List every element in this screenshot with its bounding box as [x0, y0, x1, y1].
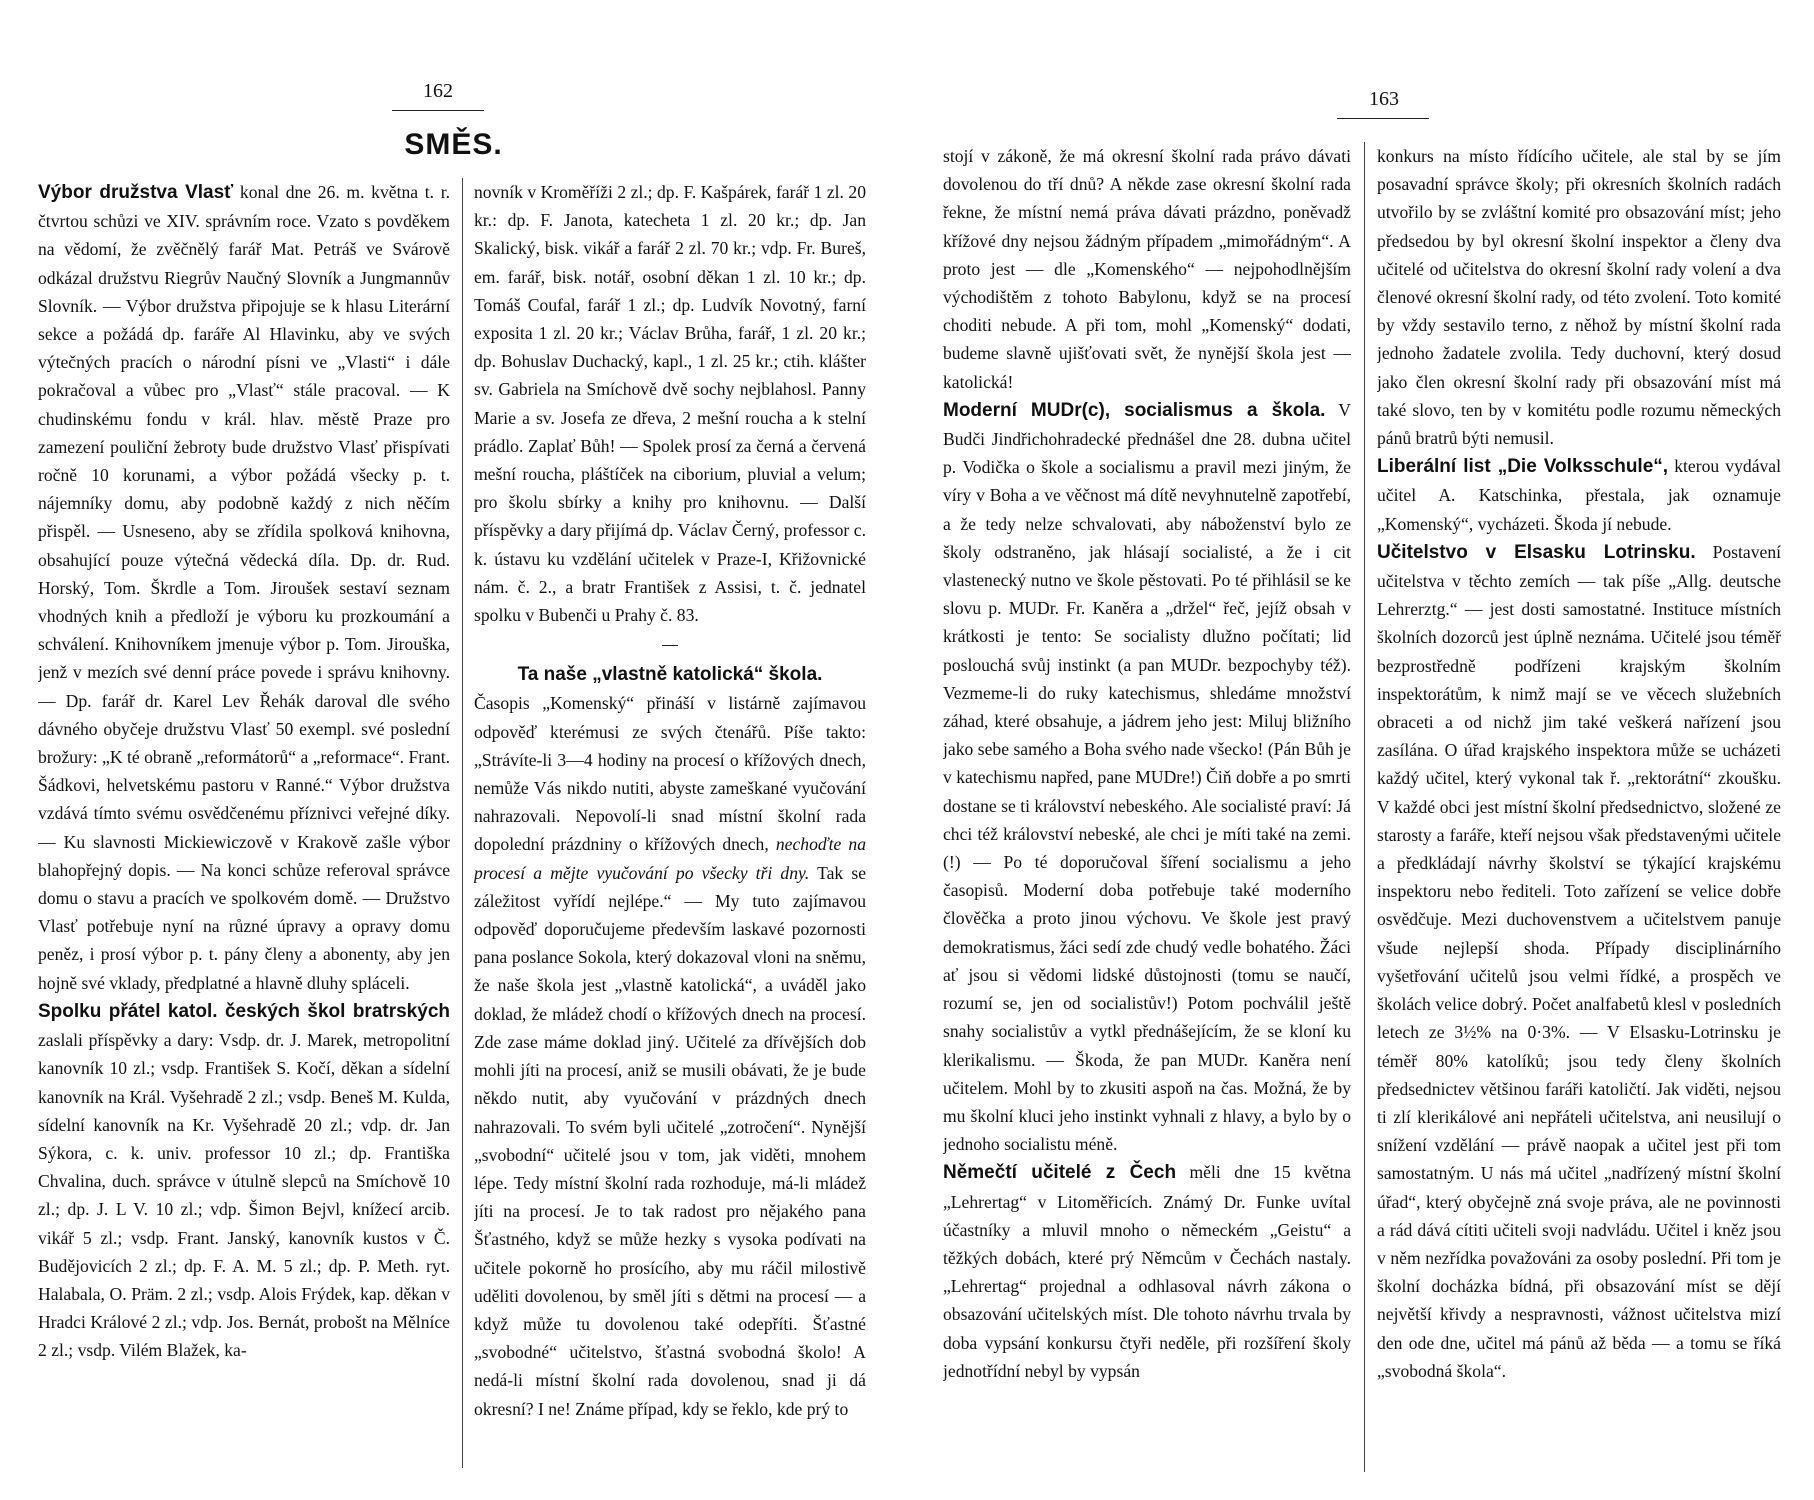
body-text: kterou vydával učitel A. Katschinka, přestala, jak oznamuje „Komenský“, vycházeti. Škoda jí nebude. [1377, 456, 1781, 534]
body-text: konal dne 26. m. května t. r. čtvrtou schůzi ve XIV. správním roce. Vzato s povděkem na vědomí, že zvěčnělý farář Mat. Petráš ve Svárově odkázal družstvu Riegrův Naučný Slovník a Jungmannův Slovník. — Výbor družstva připojuje se k hlasu Literární sekce a požádá dp. faráře Al Hlavinku, aby ve svých výtečných pracích o národní písni ve „Vlasti“ i dále pokračoval a vůbec pro „Vlasť“ stále pracoval. — K chudinskému fondu v král. hlav. městě Praze pro zamezení pouliční žebroty bude družstvo Vlasť přispívati ročně 10 korunami, a výbor požádá všecky p. t. nájemníky domu, aby podobně každý z nich něčím přispěl. — Usneseno, aby se zřídila spolková knihovna, obsahující pouze výtečná vědecká díla. Dp. dr. Rud. Horský, Tom. Škrdle a Tom. Jiroušek sestaví seznam vhodných knih a předloží je výboru ku prozkoumání a schválení. Knihovníkem jmenuje výbor p. Tom. Jirouška, jenž v mezích své denní práce povede i správu knihovny. — Dp. farář dr. Karel Lev Řehák daroval dle svého dávného obyčeje družstvu Vlasť 50 exempl. své poslední brožury: „K té obraně „reformátorů“ a „reformace“. Frant. Šádkovi, helvetskému pastoru v Ranné.“ Výbor družstva vzdává tímto svému osvědčenému příznivci veřejné díky. — Ku slavnosti Mickiewiczově v Krakově zašle výbor blahopřejný dopis. — Na konci schůze referoval správce domu o stavu a pracích ve spolkovém domě. — Družstvo Vlasť potřebuje nyní na různé úpravy a opravy domu peněz, i prosí výbor p. t. pány členy a abonenty, aby jen hojně své vklady, předplatné a hlavně dluhy spláceli. [38, 182, 450, 993]
article-heading: Moderní MUDr(c), socialismus a škola. [943, 399, 1326, 421]
right-column-1 [943, 142, 1351, 1478]
emphasized-text: nechoďte na procesí a mějte vyučování po všecky tři dny. [474, 834, 866, 883]
page-number: 163 [1369, 88, 1399, 110]
article-paragraph [1377, 452, 1781, 538]
body-text: Časopis „Komenský“ přináší v listárně zajímavou odpověď kterémusi ze svých čtenářů. Píše takto: „Strávíte-li 3—4 hodiny na procesí o křížových dnech, nemůže Vás nikdo nutiti, abyste zameškané vyučování nahrazovali. Nepovolí-li snad místní školní rada dopolední prázdniny o křížových dnech, [474, 693, 866, 855]
article-separator [474, 629, 866, 657]
body-text: stojí v zákoně, že má okresní školní rada právo dávati dovolenou do tří dnů? A někde zase okresní školní rada řekne, že místní nemá práva dávati prázdno, poněvadž křížové dny nejsou žádným případem „mimořádným“. A proto jest — dle „Komenského“ — nejpohodlnějším východištěm z tohoto Babylonu, když se na procesí choditi nebude. A při tom, mohl „Komenský“ dodati, budeme slavně ujišťovati svět, že nynější škola jest — katolická! [943, 146, 1351, 392]
body-text: Tak se záležitost vyřídí nejlépe.“ — My tuto zajímavou odpověď doporučujeme především laskavé pozornosti pana poslance Sokola, který dokazoval vloni na sněmu, že naše škola jest „vlastně katolická“, a uváděl jako doklad, že mládež chodí o křížových dnech na procesí. Zde zase máme doklad jiný. Učitelé za dřívějších dob mohli jíti na procesí, aniž se musili obávati, že je bude někdo nutit, aby vyučování v prázdných dnech nahrazovali. To svém byli učitelé „zotročení“. Nynější „svobodní“ učitelé jsou v tom, jak viděti, mnohem lépe. Tedy místní školní rada rozhoduje, má-li mládež jíti na procesí. Je to tak radost pro nějakého pana Šťastného, když se může hezky s vysoka podívati na učitele pokorně ho prosícího, aby mu ráčil milostivě uděliti dovolenou, by směl jíti s dětmi na procesí — a když může tu dovolenou také odepříti. Šťastné „svobodné“ učitelstvo, šťastná svobodná školo! A nedá-li místní školní rada dovolenou, snad ji dá okresní? I ne! Známe případ, kdy se řeklo, kde prý to [474, 862, 866, 1419]
article-paragraph [474, 689, 866, 1422]
article-paragraph [38, 997, 450, 1365]
article-paragraph [943, 396, 1351, 1158]
body-text: V Budči Jindřichohradecké přednášel dne 28. dubna učitel p. Vodička o škole a socialismu a pravil mezi jiným, že víry v Boha a ve věčnost má dítě nevyhnutelně zapotřebí, a že tedy nelze schvalovati, aby náboženství bylo ze školy odstraněno, jak hlásají socialisté, a že i cit vlastenecký nutno ve škole pěstovati. Po té přihlásil se ke slovu p. MUDr. Fr. Kaněra a „držel“ řeč, jejíž obsah v krátkosti je tento: Se socialisty dlužno počítati; lid poslouchá svůj instinkt (a pan MUDr. bezpochyby též). Vezmeme-li do ruky katechismus, shledáme množství záhad, které obsahuje, a jádrem jeho jest: Miluj bližního jako sebe samého a Boha svého nade všecko! (Pán Bůh je v katechismu napřed, pane MUDre!) Čiň dobře a po smrti dostane se ti království nebeského. Ale socialisté praví: Já chci též království nebeské, ale chci je míti také na zemi. (!) — Po té doporučoval šíření socialismu a jeho časopisů. Moderní doba potřebuje také moderního člověčka a proto jinou výchovu. Ve škole jest pravý demokratismus, žáci sedí zde chudý vedle bohatého. Žáci ať jsou si vědomi lidské důstojnosti (tomu se naučí, rozumí se, jen od socialistův!) Potom pochválil ještě snahy socialistův a vytkl přednášejícím, že se kloní ku klerikalismu. — Škoda, že pan MUDr. Kaněra není učitelem. Mohl by to zkusiti aspoň na čas. Možná, že by mu školní kluci jeho instinkt vyhnali z hlavy, a bylo by o jednoho socialistu méně. [943, 399, 1351, 1155]
section-title: SMĚS. [404, 128, 503, 161]
article-heading: Učitelstvo v Elsasku Lotrinsku. [1377, 541, 1696, 563]
article-paragraph [38, 178, 450, 997]
article-paragraph [474, 178, 866, 629]
article-heading: Spolku přátel katol. českých škol bratrských [38, 1000, 450, 1022]
column-divider [1364, 142, 1365, 1472]
right-page [907, 0, 1814, 1500]
body-text: novník v Kroměříži 2 zl.; dp. F. Kašpárek, farář 1 zl. 20 kr.: dp. F. Janota, katecheta 1 zl. 20 kr.; dp. Jan Skalický, bisk. vikář a farář 2 zl. 70 kr.; vdp. Fr. Bureš, em. farář, bisk. notář, osobní děkan 1 zl. 10 kr.; dp. Tomáš Coufal, farář 1 zl.; dp. Ludvík Novotný, farní exposita 1 zl. 20 kr.; Václav Brůha, farář, 1 zl. 20 kr.; dp. Bohuslav Duchacký, kapl., 1 zl. 25 kr.; ctih. klášter sv. Gabriela na Smíchově dvě sochy nejblahosl. Panny Marie a sv. Josefa ze dřeva, 2 mešní roucha a k stelní prádlo. Zaplať Bůh! — Spolek prosí za černá a červená mešní roucha, pláštíček na ciborium, pluvial a velum; pro školu sbírky a knihy pro knihovnu. — Další příspěvky a dary přijímá dp. Václav Černý, professor c. k. ústavu ku vzdělání učitelek v Praze-I, Křižovnické nám. č. 2., a bratr František z Assisi, t. č. jednatel spolku v Bubenči u Prahy č. 83. [474, 182, 866, 626]
page-number: 162 [423, 80, 453, 102]
left-column-2 [474, 178, 866, 1478]
body-text: Postavení učitelstva v těchto zemích — tak píše „Allg. deutsche Lehrerztg.“ — jest dosti samostatné. Instituce místních školních dozorců jest úplně neznáma. Učitelé jsou téměř bezprostředně podřízeni krajským školním inspektorátům, k nimž mají se ve věcech služebních obraceti a od nichž jim také veškerá nařízení jsou zasílána. O úřad krajského inspektora může se ucházeti každý učitel, který vykonal tak ř. „rektorátní“ zkoušku. V každé obci jest místní školní předsednictvo, složené ze starosty a faráře, kteří nejsou však představenými učitele a předkládají návrhy školství se týkající krajskému inspektoru nebo řediteli. Toto zařízení se velice dobře osvědčuje. Mezi duchovenstvem a učitelstvem panuje všude nejlepší shoda. Případy disciplinárního vyšetřování učitelů jsou velmi řídké, a prospěch ve školách velice dobrý. Počet analfabetů klesl v posledních letech ze 3½% na 0·3%. — V Elsasku-Lotrinsku je téměř 80% katolíků; jsou tedy členy školních předsednictev většinou faráři katoličtí. Jak viděti, nejsou ti zlí klerikálové ani nepřáteli učitelstva, ani neusilují o snížení vzdělání — právě naopak a učitel jest při tom samostatným. U nás má učitel „nadřízený místní školní úřad“, který obyčejně zná svoje práva, ale ne povinnosti a rád dává cítiti učiteli svoji nadvládu. Učitel i kněz jsou v něm nezřídka považováni za osoby poslední. Při tom je školní docházka bídná, při obsazování míst se dějí největší křivdy a nespravnosti, vážnost učitelstva mizí den ode dne, učitel má pánů až běda — a tomu se říká „svobodná škola“. [1377, 541, 1781, 1381]
right-column-2 [1377, 142, 1781, 1478]
body-text: konkurs na místo řídícího učitele, ale stal by se jím posavadní správce školy; při okresních školních radách utvořilo by se zvláštní komité pro obsazování míst; jeho předsedou by byl okresní školní inspektor a členy dva učitelé od učitelstva do okresní školní rady volení a dva členové okresní školní rady, od této zvolení. Toto komité by vždy sestavilo terno, z něhož by místní školní rada jednoho žadatele zvolila. Tedy duchovní, který dosud jako člen okresní školní rady při obsazování míst má také slovo, ten by v komitétu podle rozumu německých pánů bratrů býti nemusil. [1377, 146, 1781, 449]
folio-rule [392, 110, 484, 111]
article-paragraph [1377, 142, 1781, 452]
article-paragraph [943, 1158, 1351, 1385]
article-paragraph [1377, 538, 1781, 1385]
article-heading: Výbor družstva Vlasť [38, 182, 234, 203]
body-text: měli dne 15 května „Lehrertag“ v Litoměřicích. Známý Dr. Funke uvítal účastníky a mluvil mnoho o německém „Geistu“ a těžkých dobách, které prý Němcům v Čechách nastaly. „Lehrertag“ projednal a odhlasoval návrh zákona o obsazování učitelských míst. Dle tohoto návrhu trvala by doba vypsání konkursu čtyři neděle, při rozšíření školy jednotřídní nebyl by vypsán [943, 1162, 1351, 1381]
article-heading: Ta naše „vlastně katolická“ škola. [517, 664, 823, 686]
article-heading: Němečtí učitelé z Čech [943, 1162, 1177, 1184]
left-column-1 [38, 178, 450, 1478]
folio-rule [1337, 118, 1429, 119]
article-paragraph [943, 142, 1351, 396]
body-text: zaslali příspěvky a dary: Vsdp. dr. J. Marek, metropolitní kanovník 10 zl.; vsdp. František S. Kočí, děkan a sídelní kanovník na Král. Vyšehradě 2 zl.; vsdp. Beneš M. Kulda, sídelní kanovník na Kr. Vyšehradě 20 zl.; vdp. dr. Jan Sýkora, c. k. univ. professor 10 zl.; dp. Františka Chvalina, duch. správce v útulně slepců na Smíchově 10 zl.; dp. J. L V. 10 zl.; vdp. Šimon Bejvl, knížecí arcib. vikář 5 zl.; vsdp. Frant. Janský, kanovník kustos v Č. Budějovicích 2 zl.; dp. F. A. M. 5 zl.; dp. P. Meth. ryt. Halabala, O. Präm. 2 zl.; vsdp. Alois Frýdek, kap. děkan v Hradci Králové 2 zl.; vdp. Jos. Bernát, probošt na Mělníce 2 zl.; vsdp. Vilém Blažek, ka- [38, 1030, 450, 1361]
article-heading: Liberální list „Die Volksschule“, [1377, 456, 1669, 478]
column-divider [462, 178, 463, 1468]
